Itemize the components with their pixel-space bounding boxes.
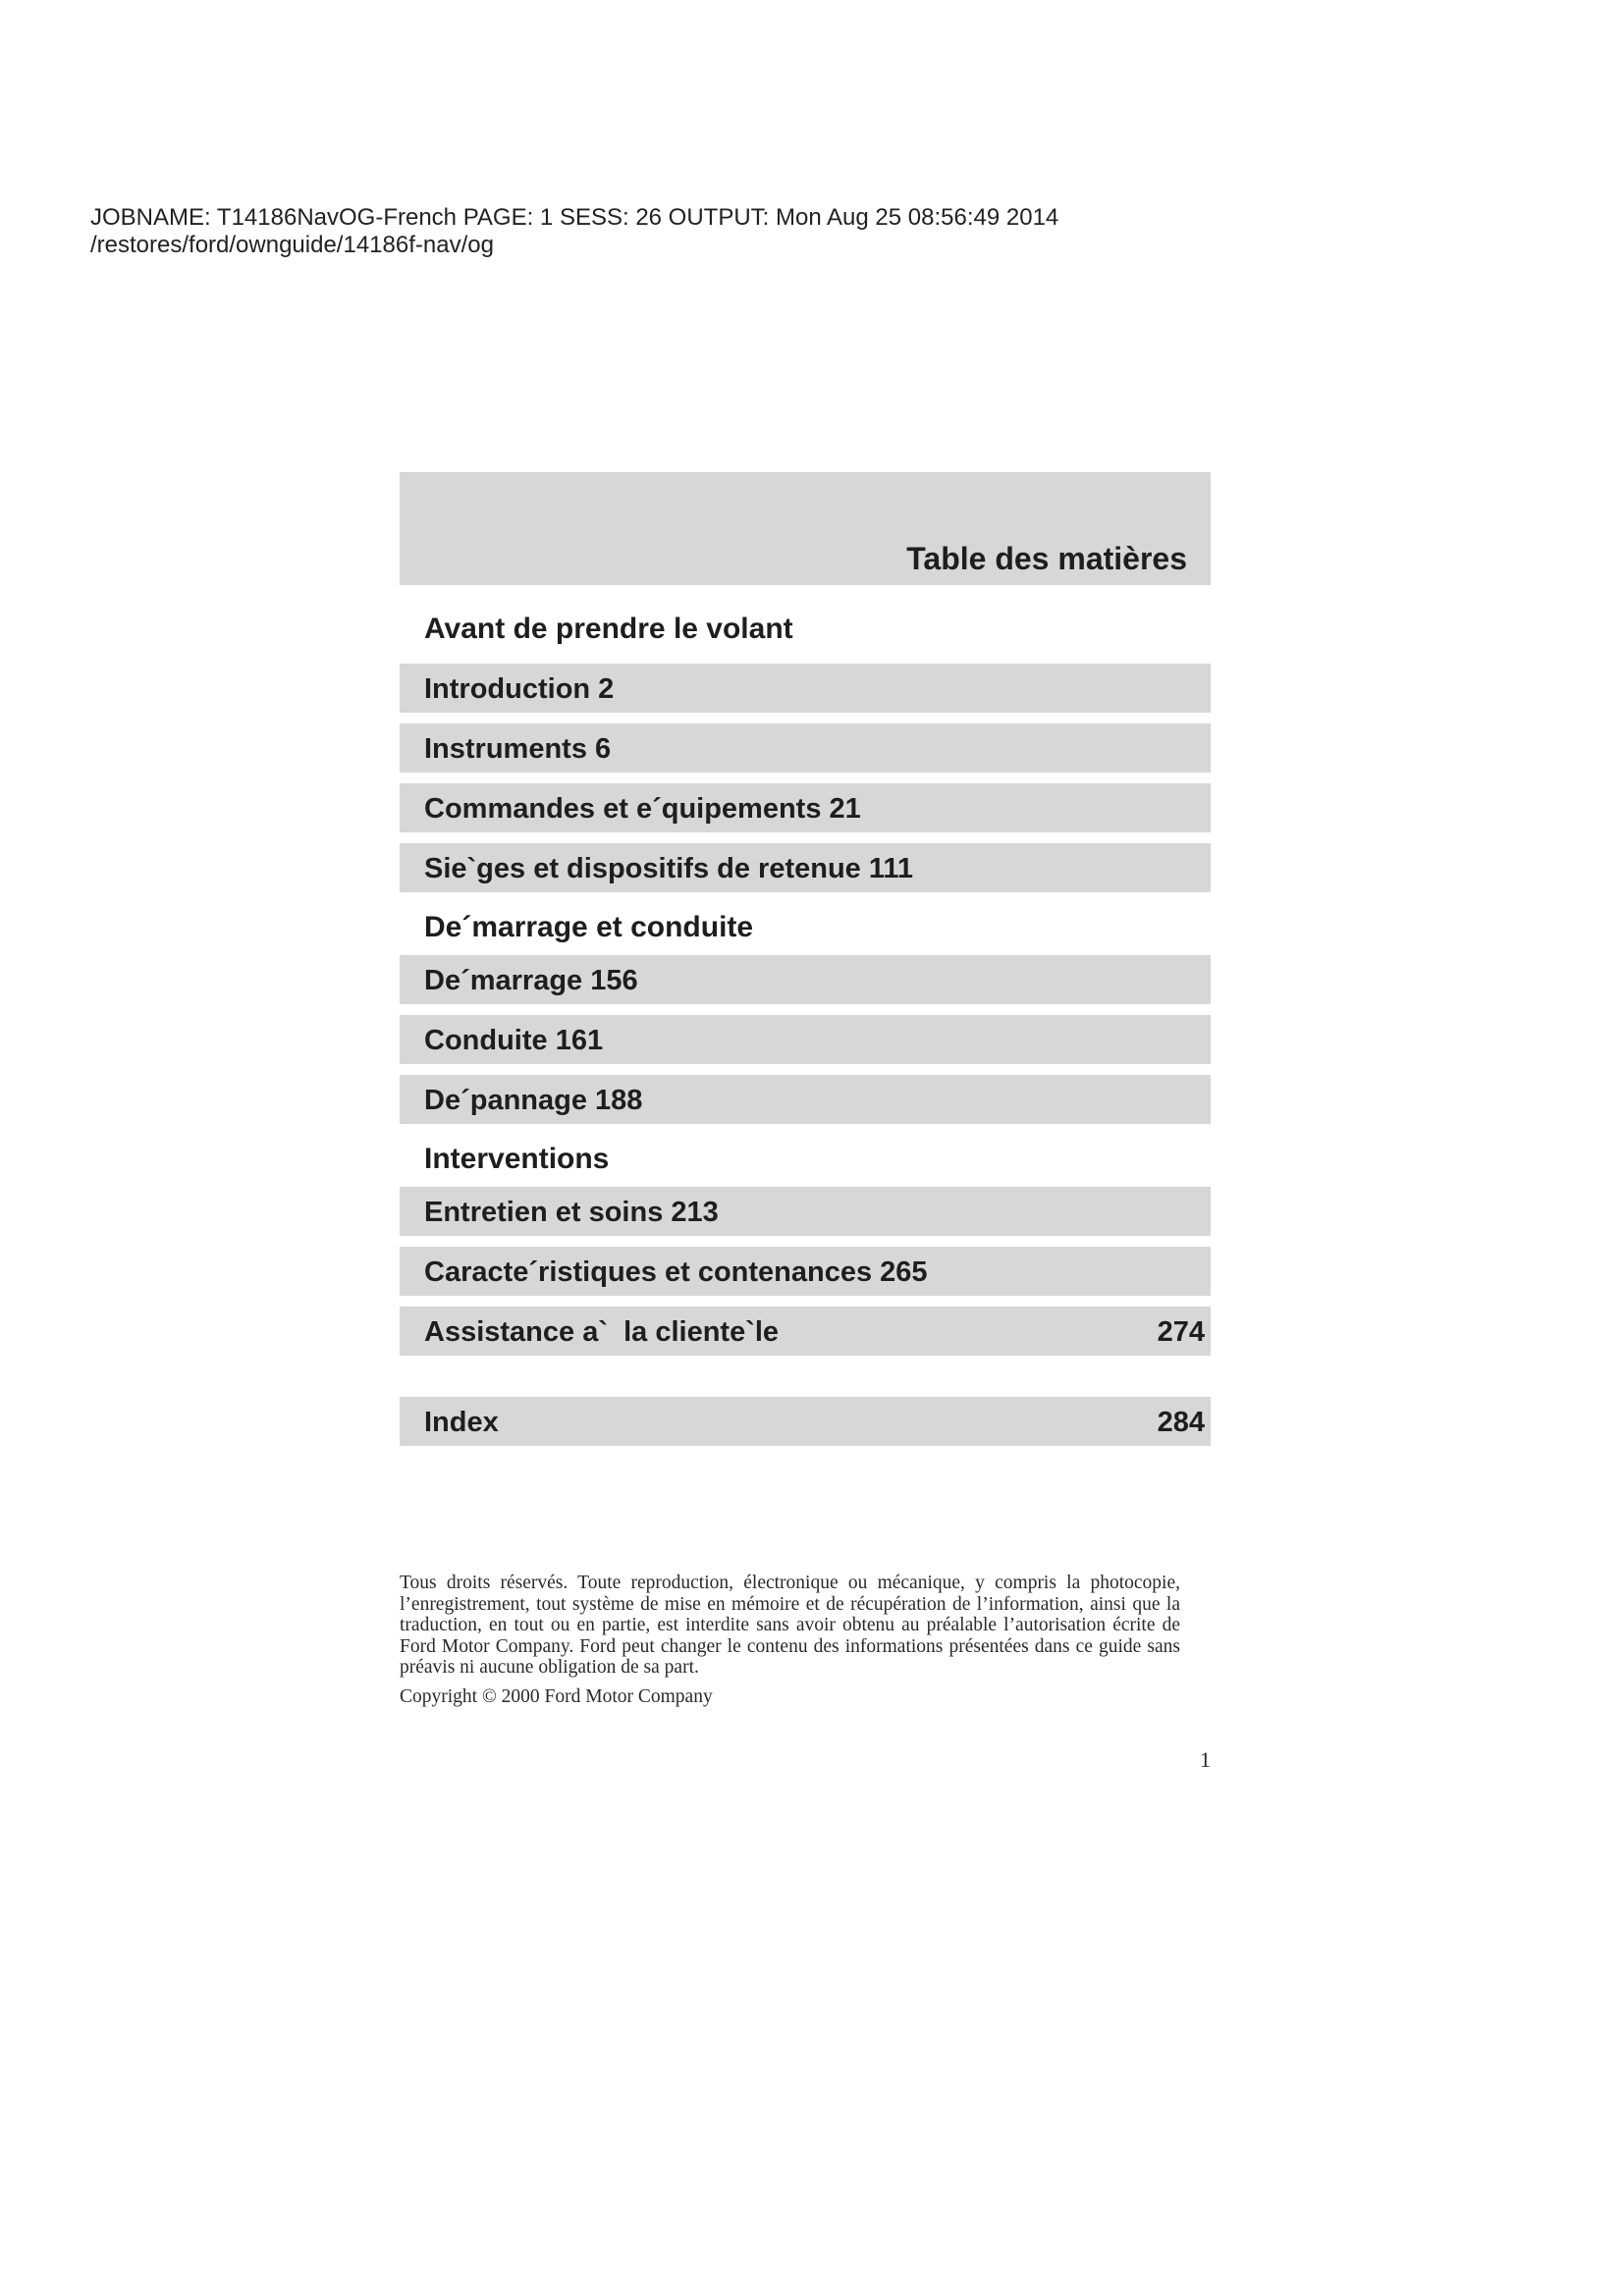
legal-notice: Tous droits réservés. Toute reproduction, électronique ou mécanique, y compris la photocopie, l’enregistrement, tout système de mise en mémoire et de récupération de l’information, ainsi que la traduction, en tout ou en partie, est interdite sans avoir obtenu au préalable l’autorisation écrite de Ford Motor Company. Ford peut changer le contenu des informations présentées dans ce guide sans préavis ni aucune obligation de sa part. [400, 1573, 1180, 1678]
job-header [90, 204, 1058, 259]
section-heading: Avant de prendre le volant [424, 613, 793, 645]
job-header-line-1: JOBNAME: T14186NavOG-French PAGE: 1 SESS: 26 OUTPUT: Mon Aug 25 08:56:49 2014 [90, 204, 1059, 231]
toc-entry[interactable] [400, 1187, 1211, 1236]
toc-entry-label: Caracte´ristiques et contenances 265 [424, 1256, 928, 1288]
toc-entry-index[interactable] [400, 1397, 1211, 1446]
toc-entry-label: Sie`ges et dispositifs de retenue 111 [424, 853, 914, 884]
toc-entry-label: De´marrage 156 [424, 965, 638, 996]
toc-title: Table des matières [906, 541, 1187, 576]
toc-entry-page: 274 [1157, 1316, 1205, 1348]
toc-entry[interactable] [400, 1075, 1211, 1124]
toc-entry-label: De´pannage 188 [424, 1085, 643, 1116]
toc-entry-label: Conduite 161 [424, 1025, 604, 1056]
toc-entry[interactable] [400, 843, 1211, 892]
toc-entry-label: Entretien et soins 213 [424, 1197, 719, 1228]
toc-entry[interactable] [400, 955, 1211, 1004]
toc-entry[interactable] [400, 1307, 1211, 1356]
toc-entry-label: Assistance a` la cliente`le [424, 1316, 780, 1348]
table-of-contents [400, 472, 1211, 1446]
toc-entry-label: Index [424, 1407, 499, 1438]
toc-title-box [400, 472, 1211, 585]
toc-entry[interactable] [400, 1247, 1211, 1296]
page-number: 1 [1200, 1747, 1211, 1772]
section-heading: Interventions [424, 1143, 610, 1175]
toc-entry-label: Commandes et e´quipements 21 [424, 793, 861, 825]
toc-entry[interactable] [400, 664, 1211, 713]
toc-entry[interactable] [400, 723, 1211, 773]
toc-entry[interactable] [400, 783, 1211, 832]
toc-entry-label: Instruments 6 [424, 733, 612, 765]
toc-entry-label: Introduction 2 [424, 673, 615, 705]
toc-entry-page: 284 [1157, 1407, 1205, 1438]
job-header-line-2: /restores/ford/ownguide/14186f-nav/og [90, 232, 494, 258]
section-heading: De´marrage et conduite [424, 911, 754, 943]
toc-entry[interactable] [400, 1015, 1211, 1064]
copyright-line: Copyright © 2000 Ford Motor Company [400, 1686, 713, 1707]
